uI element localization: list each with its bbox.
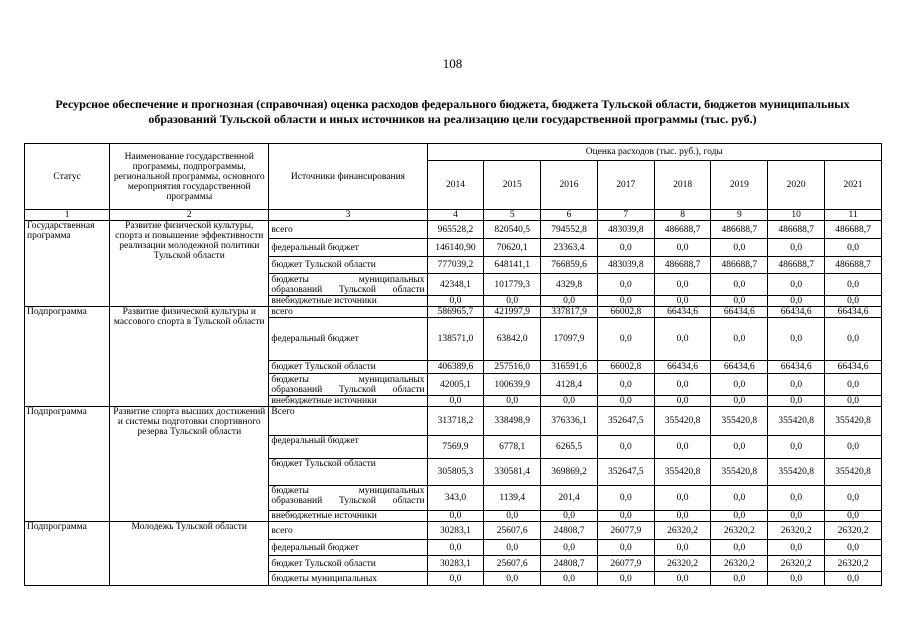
- amount-cell: 201,4: [541, 486, 598, 511]
- amount-cell: 486688,7: [654, 221, 711, 239]
- column-number: 3: [269, 210, 427, 221]
- amount-cell: 0,0: [541, 396, 598, 407]
- amount-cell: 26077,9: [597, 556, 654, 572]
- amount-cell: 66434,6: [654, 361, 711, 374]
- amount-cell: 0,0: [711, 396, 768, 407]
- table-header: [25, 144, 882, 221]
- amount-cell: 0,0: [541, 540, 598, 556]
- amount-cell: 42348,1: [427, 274, 484, 296]
- header-name: Наименование государственной программы, подпрограммы, региональной программы, основного мероприятия государственной программы: [110, 144, 269, 210]
- amount-cell: 26320,2: [825, 556, 882, 572]
- amount-cell: 66434,6: [711, 361, 768, 374]
- amount-cell: 42005,1: [427, 374, 484, 396]
- year-header: 2014: [427, 161, 484, 210]
- amount-cell: 0,0: [541, 572, 598, 586]
- amount-cell: 0,0: [427, 396, 484, 407]
- year-header: 2017: [597, 161, 654, 210]
- amount-cell: 376336,1: [541, 407, 598, 436]
- year-header: 2020: [768, 161, 825, 210]
- amount-cell: 24808,7: [541, 522, 598, 540]
- amount-cell: 406389,6: [427, 361, 484, 374]
- funding-source-cell: бюджеты муниципальных образований Тульской области: [269, 486, 427, 511]
- program-name-cell: Молодежь Тульской области: [110, 522, 269, 586]
- amount-cell: 0,0: [654, 318, 711, 361]
- amount-cell: 30283,1: [427, 522, 484, 540]
- amount-cell: 23363,4: [541, 239, 598, 257]
- funding-source-cell: бюджет Тульской области: [269, 556, 427, 572]
- amount-cell: 0,0: [597, 572, 654, 586]
- amount-cell: 0,0: [597, 511, 654, 522]
- amount-cell: 26320,2: [825, 522, 882, 540]
- funding-source-cell: бюджеты муниципальных: [269, 572, 427, 586]
- amount-cell: 138571,0: [427, 318, 484, 361]
- amount-cell: 486688,7: [768, 221, 825, 239]
- amount-cell: 30283,1: [427, 556, 484, 572]
- table-body: [25, 221, 882, 586]
- amount-cell: 355420,8: [768, 407, 825, 436]
- amount-cell: 146140,90: [427, 239, 484, 257]
- amount-cell: 66434,6: [711, 307, 768, 318]
- amount-cell: 330581,4: [484, 459, 541, 486]
- amount-cell: 0,0: [711, 511, 768, 522]
- amount-cell: 101779,3: [484, 274, 541, 296]
- amount-cell: 66434,6: [768, 361, 825, 374]
- column-number: 6: [541, 210, 598, 221]
- column-number-row: [25, 210, 882, 221]
- amount-cell: 0,0: [825, 540, 882, 556]
- amount-cell: 0,0: [484, 540, 541, 556]
- amount-cell: 70620,1: [484, 239, 541, 257]
- column-number: 11: [825, 210, 882, 221]
- amount-cell: 0,0: [768, 436, 825, 459]
- amount-cell: 0,0: [654, 540, 711, 556]
- amount-cell: 26320,2: [768, 556, 825, 572]
- amount-cell: 0,0: [711, 540, 768, 556]
- amount-cell: 777039,2: [427, 257, 484, 274]
- amount-cell: 24808,7: [541, 556, 598, 572]
- funding-source-cell: бюджет Тульской области: [269, 459, 427, 486]
- amount-cell: 305805,3: [427, 459, 484, 486]
- amount-cell: 0,0: [825, 374, 882, 396]
- amount-cell: 0,0: [597, 374, 654, 396]
- funding-source-cell: бюджеты муниципальных образований Тульской области: [269, 374, 427, 396]
- amount-cell: 0,0: [427, 296, 484, 307]
- program-name-cell: Развитие спорта высших достижений и системы подготовки спортивного резерва Тульской области: [110, 407, 269, 522]
- program-name-cell: Развитие физической культуры и массового спорта в Тульской области: [110, 307, 269, 407]
- amount-cell: 26077,9: [597, 522, 654, 540]
- amount-cell: 0,0: [597, 239, 654, 257]
- amount-cell: 486688,7: [711, 257, 768, 274]
- header-source: Источники финансирования: [269, 144, 427, 210]
- table-row: [25, 307, 882, 318]
- program-name-cell: Развитие физической культуры, спорта и повышение эффективности реализации молодежной политики Тульской области: [110, 221, 269, 307]
- status-cell: Государственная программа: [25, 221, 110, 307]
- amount-cell: 0,0: [597, 396, 654, 407]
- amount-cell: 0,0: [768, 511, 825, 522]
- year-header: 2021: [825, 161, 882, 210]
- amount-cell: 0,0: [427, 572, 484, 586]
- amount-cell: 0,0: [541, 296, 598, 307]
- amount-cell: 0,0: [768, 318, 825, 361]
- amount-cell: 0,0: [597, 274, 654, 296]
- amount-cell: 4329,8: [541, 274, 598, 296]
- amount-cell: 0,0: [597, 486, 654, 511]
- amount-cell: 0,0: [484, 296, 541, 307]
- funding-source-cell: федеральный бюджет: [269, 318, 427, 361]
- amount-cell: 0,0: [825, 511, 882, 522]
- table-row: [25, 522, 882, 540]
- amount-cell: 6778,1: [484, 436, 541, 459]
- amount-cell: 66002,8: [597, 307, 654, 318]
- column-number: 1: [25, 210, 110, 221]
- amount-cell: 7569,9: [427, 436, 484, 459]
- year-header: 2015: [484, 161, 541, 210]
- amount-cell: 0,0: [825, 318, 882, 361]
- amount-cell: 25607,6: [484, 522, 541, 540]
- amount-cell: 0,0: [768, 296, 825, 307]
- amount-cell: 100639,9: [484, 374, 541, 396]
- amount-cell: 0,0: [768, 374, 825, 396]
- column-number: 2: [110, 210, 269, 221]
- amount-cell: 0,0: [654, 374, 711, 396]
- amount-cell: 0,0: [711, 239, 768, 257]
- column-number: 4: [427, 210, 484, 221]
- amount-cell: 486688,7: [825, 257, 882, 274]
- amount-cell: 0,0: [654, 239, 711, 257]
- amount-cell: 0,0: [597, 436, 654, 459]
- amount-cell: 0,0: [711, 486, 768, 511]
- amount-cell: 0,0: [541, 511, 598, 522]
- funding-source-cell: федеральный бюджет: [269, 436, 427, 459]
- amount-cell: 0,0: [654, 274, 711, 296]
- amount-cell: 0,0: [711, 572, 768, 586]
- funding-source-cell: бюджеты муниципальных образований Тульской области: [269, 274, 427, 296]
- amount-cell: 0,0: [597, 540, 654, 556]
- amount-cell: 0,0: [825, 486, 882, 511]
- funding-source-cell: Всего: [269, 407, 427, 436]
- status-cell: Подпрограмма: [25, 307, 110, 407]
- amount-cell: 0,0: [711, 318, 768, 361]
- amount-cell: 0,0: [654, 436, 711, 459]
- funding-source-cell: всего: [269, 522, 427, 540]
- amount-cell: 0,0: [484, 511, 541, 522]
- column-number: 10: [768, 210, 825, 221]
- amount-cell: 0,0: [768, 486, 825, 511]
- amount-cell: 337817,9: [541, 307, 598, 318]
- amount-cell: 0,0: [597, 318, 654, 361]
- amount-cell: 0,0: [654, 511, 711, 522]
- amount-cell: 0,0: [654, 296, 711, 307]
- amount-cell: 355420,8: [768, 459, 825, 486]
- amount-cell: 338498,9: [484, 407, 541, 436]
- column-number: 8: [654, 210, 711, 221]
- amount-cell: 6265,5: [541, 436, 598, 459]
- amount-cell: 0,0: [768, 396, 825, 407]
- column-number: 7: [597, 210, 654, 221]
- amount-cell: 794552,8: [541, 221, 598, 239]
- amount-cell: 486688,7: [654, 257, 711, 274]
- amount-cell: 0,0: [427, 540, 484, 556]
- funding-source-cell: всего: [269, 307, 427, 318]
- amount-cell: 0,0: [825, 572, 882, 586]
- funding-source-cell: бюджет Тульской области: [269, 361, 427, 374]
- amount-cell: 316591,6: [541, 361, 598, 374]
- amount-cell: 486688,7: [825, 221, 882, 239]
- amount-cell: 355420,8: [711, 459, 768, 486]
- amount-cell: 0,0: [825, 296, 882, 307]
- amount-cell: 0,0: [484, 572, 541, 586]
- amount-cell: 0,0: [825, 274, 882, 296]
- amount-cell: 0,0: [768, 572, 825, 586]
- amount-cell: 0,0: [711, 374, 768, 396]
- funding-source-cell: всего: [269, 221, 427, 239]
- amount-cell: 648141,1: [484, 257, 541, 274]
- amount-cell: 820540,5: [484, 221, 541, 239]
- amount-cell: 486688,7: [768, 257, 825, 274]
- funding-source-cell: федеральный бюджет: [269, 540, 427, 556]
- amount-cell: 0,0: [768, 239, 825, 257]
- year-header: 2016: [541, 161, 598, 210]
- table-row: [25, 407, 882, 436]
- page-number: 108: [442, 56, 463, 71]
- amount-cell: 421997,9: [484, 307, 541, 318]
- amount-cell: 486688,7: [711, 221, 768, 239]
- amount-cell: 25607,6: [484, 556, 541, 572]
- amount-cell: 0,0: [597, 296, 654, 307]
- amount-cell: 0,0: [654, 572, 711, 586]
- amount-cell: 0,0: [825, 436, 882, 459]
- document-title: Ресурсное обеспечение и прогнозная (справочная) оценка расходов федерального бюджета, бюджета Тульской области, бюджетов муниципальных образований Тульской области и иных источников на реализацию цели государственной программы (тыс. руб.): [55, 97, 850, 126]
- amount-cell: 343,0: [427, 486, 484, 511]
- amount-cell: 355420,8: [654, 459, 711, 486]
- amount-cell: 483039,8: [597, 221, 654, 239]
- header-status: Статус: [25, 144, 110, 210]
- year-header: 2018: [654, 161, 711, 210]
- amount-cell: 257516,0: [484, 361, 541, 374]
- status-cell: Подпрограмма: [25, 407, 110, 522]
- amount-cell: 0,0: [711, 436, 768, 459]
- table-row: [25, 221, 882, 239]
- amount-cell: 355420,8: [825, 459, 882, 486]
- amount-cell: 0,0: [711, 296, 768, 307]
- amount-cell: 0,0: [711, 274, 768, 296]
- funding-source-cell: внебюджетные источники: [269, 296, 427, 307]
- amount-cell: 66434,6: [825, 307, 882, 318]
- funding-source-cell: бюджет Тульской области: [269, 257, 427, 274]
- amount-cell: 66434,6: [654, 307, 711, 318]
- amount-cell: 352647,5: [597, 407, 654, 436]
- amount-cell: 352647,5: [597, 459, 654, 486]
- funding-source-cell: внебюджетные источники: [269, 511, 427, 522]
- amount-cell: 0,0: [427, 511, 484, 522]
- amount-cell: 66434,6: [768, 307, 825, 318]
- amount-cell: 0,0: [484, 396, 541, 407]
- amount-cell: 0,0: [768, 274, 825, 296]
- amount-cell: 965528,2: [427, 221, 484, 239]
- amount-cell: 0,0: [654, 486, 711, 511]
- amount-cell: 766859,6: [541, 257, 598, 274]
- amount-cell: 369869,2: [541, 459, 598, 486]
- amount-cell: 26320,2: [654, 522, 711, 540]
- funding-source-cell: федеральный бюджет: [269, 239, 427, 257]
- header-estimate: Оценка расходов (тыс. руб.), годы: [427, 144, 881, 161]
- amount-cell: 355420,8: [825, 407, 882, 436]
- amount-cell: 63842,0: [484, 318, 541, 361]
- amount-cell: 0,0: [654, 396, 711, 407]
- amount-cell: 26320,2: [654, 556, 711, 572]
- budget-table: [24, 143, 882, 586]
- amount-cell: 0,0: [825, 239, 882, 257]
- amount-cell: 4128,4: [541, 374, 598, 396]
- amount-cell: 483039,8: [597, 257, 654, 274]
- amount-cell: 355420,8: [654, 407, 711, 436]
- funding-source-cell: внебюджетные источники: [269, 396, 427, 407]
- column-number: 5: [484, 210, 541, 221]
- amount-cell: 313718,2: [427, 407, 484, 436]
- amount-cell: 0,0: [825, 396, 882, 407]
- amount-cell: 1139,4: [484, 486, 541, 511]
- amount-cell: 66002,8: [597, 361, 654, 374]
- amount-cell: 26320,2: [711, 522, 768, 540]
- amount-cell: 26320,2: [768, 522, 825, 540]
- amount-cell: 26320,2: [711, 556, 768, 572]
- amount-cell: 66434,6: [825, 361, 882, 374]
- amount-cell: 0,0: [768, 540, 825, 556]
- column-number: 9: [711, 210, 768, 221]
- year-header: 2019: [711, 161, 768, 210]
- amount-cell: 586965,7: [427, 307, 484, 318]
- amount-cell: 355420,8: [711, 407, 768, 436]
- amount-cell: 17097,9: [541, 318, 598, 361]
- status-cell: Подпрограмма: [25, 522, 110, 586]
